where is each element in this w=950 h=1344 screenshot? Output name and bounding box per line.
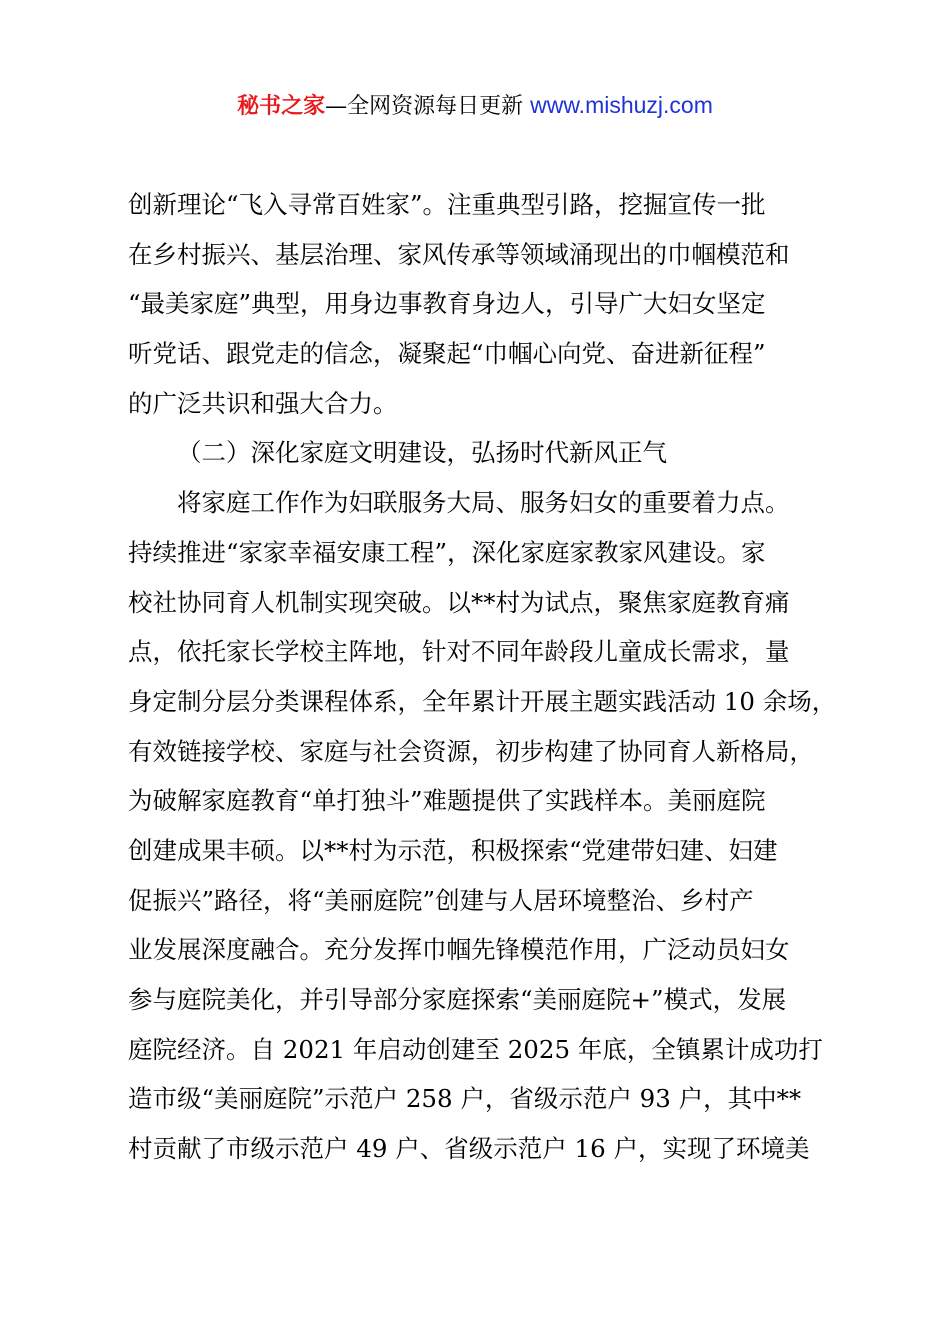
text-line: 将家庭工作作为妇联服务大局、服务妇女的重要着力点。 <box>177 488 790 518</box>
text-line: 身定制分层分类课程体系，全年累计开展主题实践活动 10 余场， <box>128 686 837 716</box>
text-line: 促振兴”路径，将“美丽庭院”创建与人居环境整治、乡村产 <box>128 885 754 915</box>
text-line: 创建成果丰硕。以**村为示范，积极探索“党建带妇建、妇建 <box>128 835 778 865</box>
text-line: “最美家庭”典型，用身边事教育身边人，引导广大妇女坚定 <box>128 289 766 319</box>
text-line: 点，依托家长学校主阵地，针对不同年龄段儿童成长需求，量 <box>128 637 790 667</box>
text-line: 参与庭院美化，并引导部分家庭探索“美丽庭院+”模式，发展 <box>128 985 787 1014</box>
text-line: 校社协同育人机制实现突破。以**村为试点，聚焦家庭教育痛 <box>128 587 790 617</box>
text-line: 在乡村振兴、基层治理、家风传承等领域涌现出的巾帼模范和 <box>128 239 790 269</box>
text-line: 庭院经济。自 2021 年启动创建至 2025 年底，全镇累计成功打 <box>128 1034 823 1064</box>
brand-name: 秘书之家 <box>237 93 326 119</box>
text-line: 听党话、跟党走的信念，凝聚起“巾帼心向党、奋进新征程” <box>128 339 766 369</box>
section-heading: （二）深化家庭文明建设，弘扬时代新风正气 <box>177 438 667 468</box>
text-line: 为破解家庭教育“单打独斗”难题提供了实践样本。美丽庭院 <box>128 786 766 816</box>
document-body <box>128 180 858 1174</box>
text-line: 创新理论“飞入寻常百姓家”。注重典型引路，挖掘宣传一批 <box>128 190 766 219</box>
text-line: 有效链接学校、家庭与社会资源，初步构建了协同育人新格局， <box>128 736 814 766</box>
text-line: 业发展深度融合。充分发挥巾帼先锋模范作用，广泛动员妇女 <box>128 935 790 965</box>
text-line: 持续推进“家家幸福安康工程”，深化家庭家教家风建设。家 <box>128 537 766 567</box>
text-line: 造市级“美丽庭院”示范户 258 户，省级示范户 93 户，其中** <box>128 1084 802 1114</box>
site-url-link[interactable]: www.mishuzj.com <box>530 92 713 118</box>
header-slogan: —全网资源每日更新 <box>325 94 524 119</box>
site-header <box>0 88 950 124</box>
text-line: 的广泛共识和强大合力。 <box>128 388 398 418</box>
text-line: 村贡献了市级示范户 49 户、省级示范户 16 户，实现了环境美 <box>128 1134 810 1164</box>
